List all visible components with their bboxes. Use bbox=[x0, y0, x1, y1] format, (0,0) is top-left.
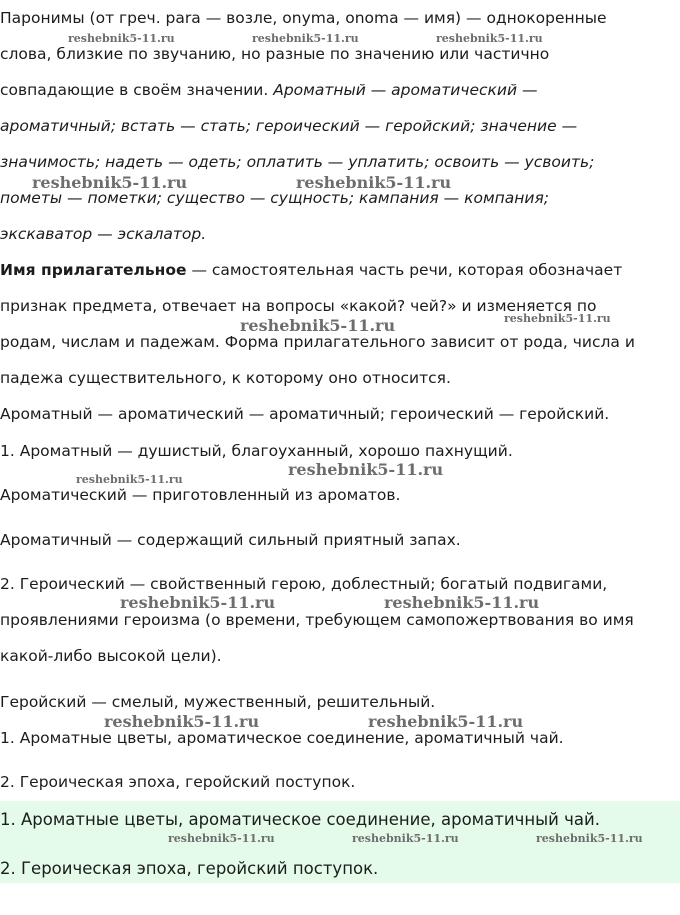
adjective-line-1-text: — самостоятельная часть речи, которая обозначает bbox=[186, 261, 623, 279]
paronyms-examples-start: Ароматный — ароматический — bbox=[273, 81, 538, 99]
watermark: reshebnik5-11.ru bbox=[352, 832, 459, 845]
adjective-line-4: падежа существительного, к которому оно относится. bbox=[0, 369, 451, 387]
watermark: reshebnik5-11.ru bbox=[368, 712, 524, 731]
definition-geroichesky-line-3: какой-либо высокой цели). bbox=[0, 647, 222, 665]
answer-line-1: 1. Ароматные цветы, ароматическое соединение, ароматичный чай. bbox=[0, 810, 600, 829]
watermark: reshebnik5-11.ru bbox=[76, 473, 183, 486]
watermark: reshebnik5-11.ru bbox=[296, 173, 452, 192]
watermark: reshebnik5-11.ru bbox=[240, 316, 396, 335]
paronyms-line-3-text: совпадающие в своём значении. bbox=[0, 81, 274, 99]
paronyms-line-1: Паронимы (от греч. para — возле, onyma, onoma — имя) — однокоренные bbox=[0, 9, 607, 27]
watermark: reshebnik5-11.ru bbox=[104, 712, 260, 731]
paronyms-examples-line-6: пометы — пометки; существо — сущность; кампания — компания; bbox=[0, 189, 550, 207]
adjective-line-3: родам, числам и падежам. Форма прилагательного зависит от рода, числа и bbox=[0, 333, 635, 351]
watermark: reshebnik5-11.ru bbox=[504, 312, 611, 325]
definition-geroichesky-line-1: 2. Героический — свойственный герою, доблестный; богатый подвигами, bbox=[0, 575, 608, 593]
paronyms-line-2: слова, близкие по звучанию, но разные по значению или частично bbox=[0, 45, 550, 63]
watermark: reshebnik5-11.ru bbox=[120, 593, 276, 612]
watermark: reshebnik5-11.ru bbox=[288, 460, 444, 479]
paronyms-examples-line-7: экскаватор — эскалатор. bbox=[0, 225, 207, 243]
paronyms-examples-line-5: значимость; надеть — одеть; оплатить — уплатить; освоить — усвоить; bbox=[0, 153, 595, 171]
answer-line-2: 2. Героическая эпоха, геройский поступок. bbox=[0, 859, 379, 878]
paronym-pairs-line: Ароматный — ароматический — ароматичный; героический — геройский. bbox=[0, 405, 610, 423]
watermark: reshebnik5-11.ru bbox=[68, 32, 175, 45]
adjective-term: Имя прилагательное bbox=[0, 261, 187, 279]
watermark: reshebnik5-11.ru bbox=[436, 32, 543, 45]
paronyms-line-3 bbox=[0, 80, 537, 100]
adjective-line-1 bbox=[0, 260, 622, 280]
watermark: reshebnik5-11.ru bbox=[252, 32, 359, 45]
example-line-2: 2. Героическая эпоха, геройский поступок. bbox=[0, 773, 356, 791]
adjective-line-2: признак предмета, отвечает на вопросы «какой? чей?» и изменяется по bbox=[0, 297, 597, 315]
watermark: reshebnik5-11.ru bbox=[536, 832, 643, 845]
watermark: reshebnik5-11.ru bbox=[32, 173, 188, 192]
definition-geroysky: Геройский — смелый, мужественный, решительный. bbox=[0, 693, 436, 711]
watermark: reshebnik5-11.ru bbox=[384, 593, 540, 612]
definition-geroichesky-line-2: проявлениями героизма (о времени, требующем самопожертвования во имя bbox=[0, 611, 634, 629]
definition-aromatichny: Ароматичный — содержащий сильный приятный запах. bbox=[0, 531, 461, 549]
watermark: reshebnik5-11.ru bbox=[168, 832, 275, 845]
definition-aromatny: 1. Ароматный — душистый, благоуханный, хорошо пахнущий. bbox=[0, 442, 513, 460]
example-line-1: 1. Ароматные цветы, ароматическое соединение, ароматичный чай. bbox=[0, 729, 564, 747]
paronyms-examples-line-4: ароматичный; встать — стать; героический — геройский; значение — bbox=[0, 117, 578, 135]
definition-aromatichesky: Ароматический — приготовленный из ароматов. bbox=[0, 486, 401, 504]
